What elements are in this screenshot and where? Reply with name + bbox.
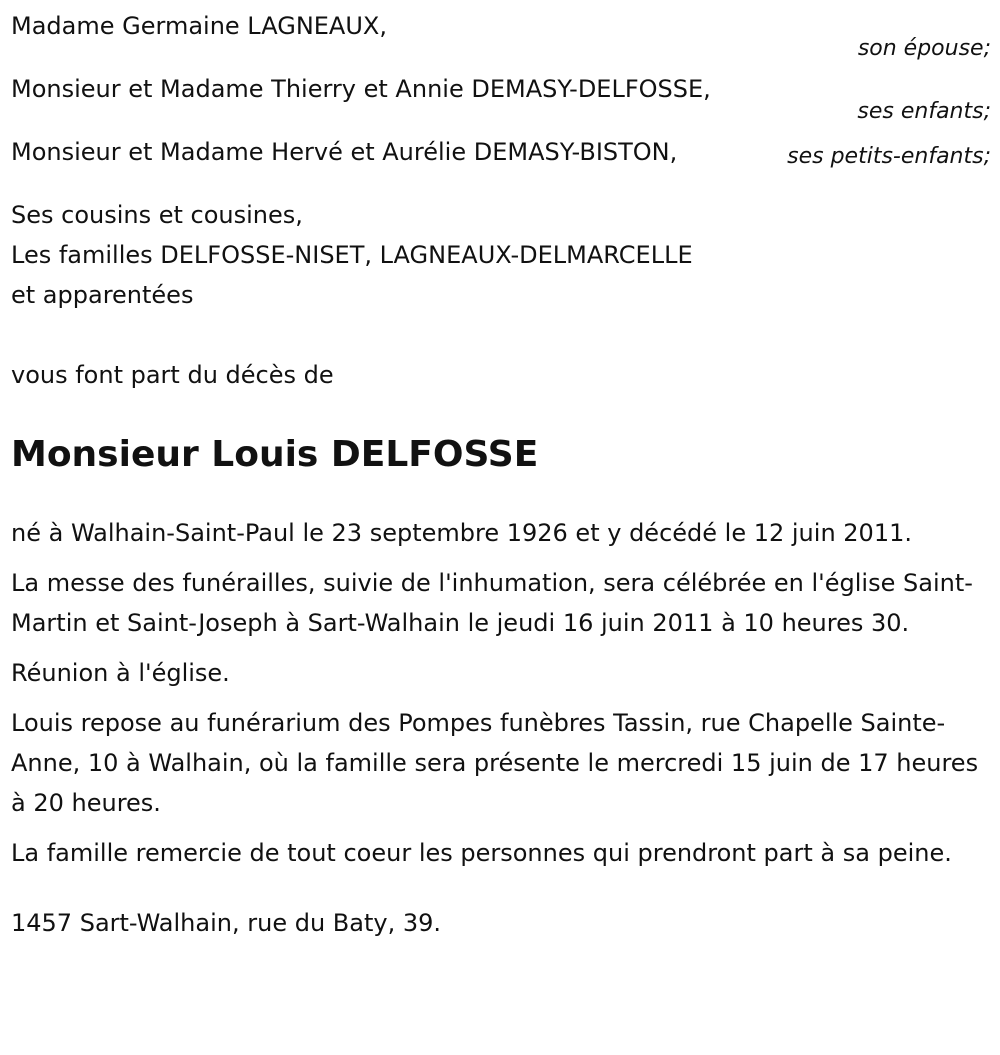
details-block — [11, 513, 991, 873]
family-entry — [11, 132, 991, 195]
deceased-name: Monsieur Louis DELFOSSE — [11, 434, 539, 475]
relatives-line: et apparentées — [11, 281, 194, 309]
announce-text: vous font part du décès de — [11, 361, 334, 389]
family-role: ses enfants; — [857, 99, 991, 124]
obituary-notice — [11, 6, 991, 943]
detail-paragraph: Réunion à l'église. — [11, 659, 230, 687]
family-name: Madame Germaine LAGNEAUX, — [11, 12, 387, 40]
address: 1457 Sart-Walhain, rue du Baty, 39. — [11, 909, 441, 937]
family-name: Monsieur et Madame Thierry et Annie DEMASY-DELFOSSE, — [11, 75, 711, 103]
family-entry — [11, 6, 991, 69]
detail-paragraph: La famille remercie de tout coeur les personnes qui prendront part à sa peine. — [11, 839, 952, 867]
family-role: son épouse; — [857, 36, 991, 61]
detail-paragraph: Louis repose au funérarium des Pompes funèbres Tassin, rue Chapelle Sainte-Anne, 10 à Walhain, où la famille sera présente le mercredi 15 juin de 17 heures à 20 heures. — [11, 709, 979, 817]
detail-paragraph: La messe des funérailles, suivie de l'inhumation, sera célébrée en l'église Saint-Martin et Saint-Joseph à Sart-Walhain le jeudi 16 juin 2011 à 10 heures 30. — [11, 569, 973, 637]
relatives-block — [11, 195, 991, 315]
family-entry — [11, 69, 991, 132]
relatives-line: Les familles DELFOSSE-NISET, LAGNEAUX-DELMARCELLE — [11, 241, 693, 269]
family-name: Monsieur et Madame Hervé et Aurélie DEMASY-BISTON, — [11, 138, 678, 166]
detail-paragraph: né à Walhain-Saint-Paul le 23 septembre 1926 et y décédé le 12 juin 2011. — [11, 519, 912, 547]
relatives-line: Ses cousins et cousines, — [11, 201, 303, 229]
family-role: ses petits-enfants; — [787, 144, 991, 169]
